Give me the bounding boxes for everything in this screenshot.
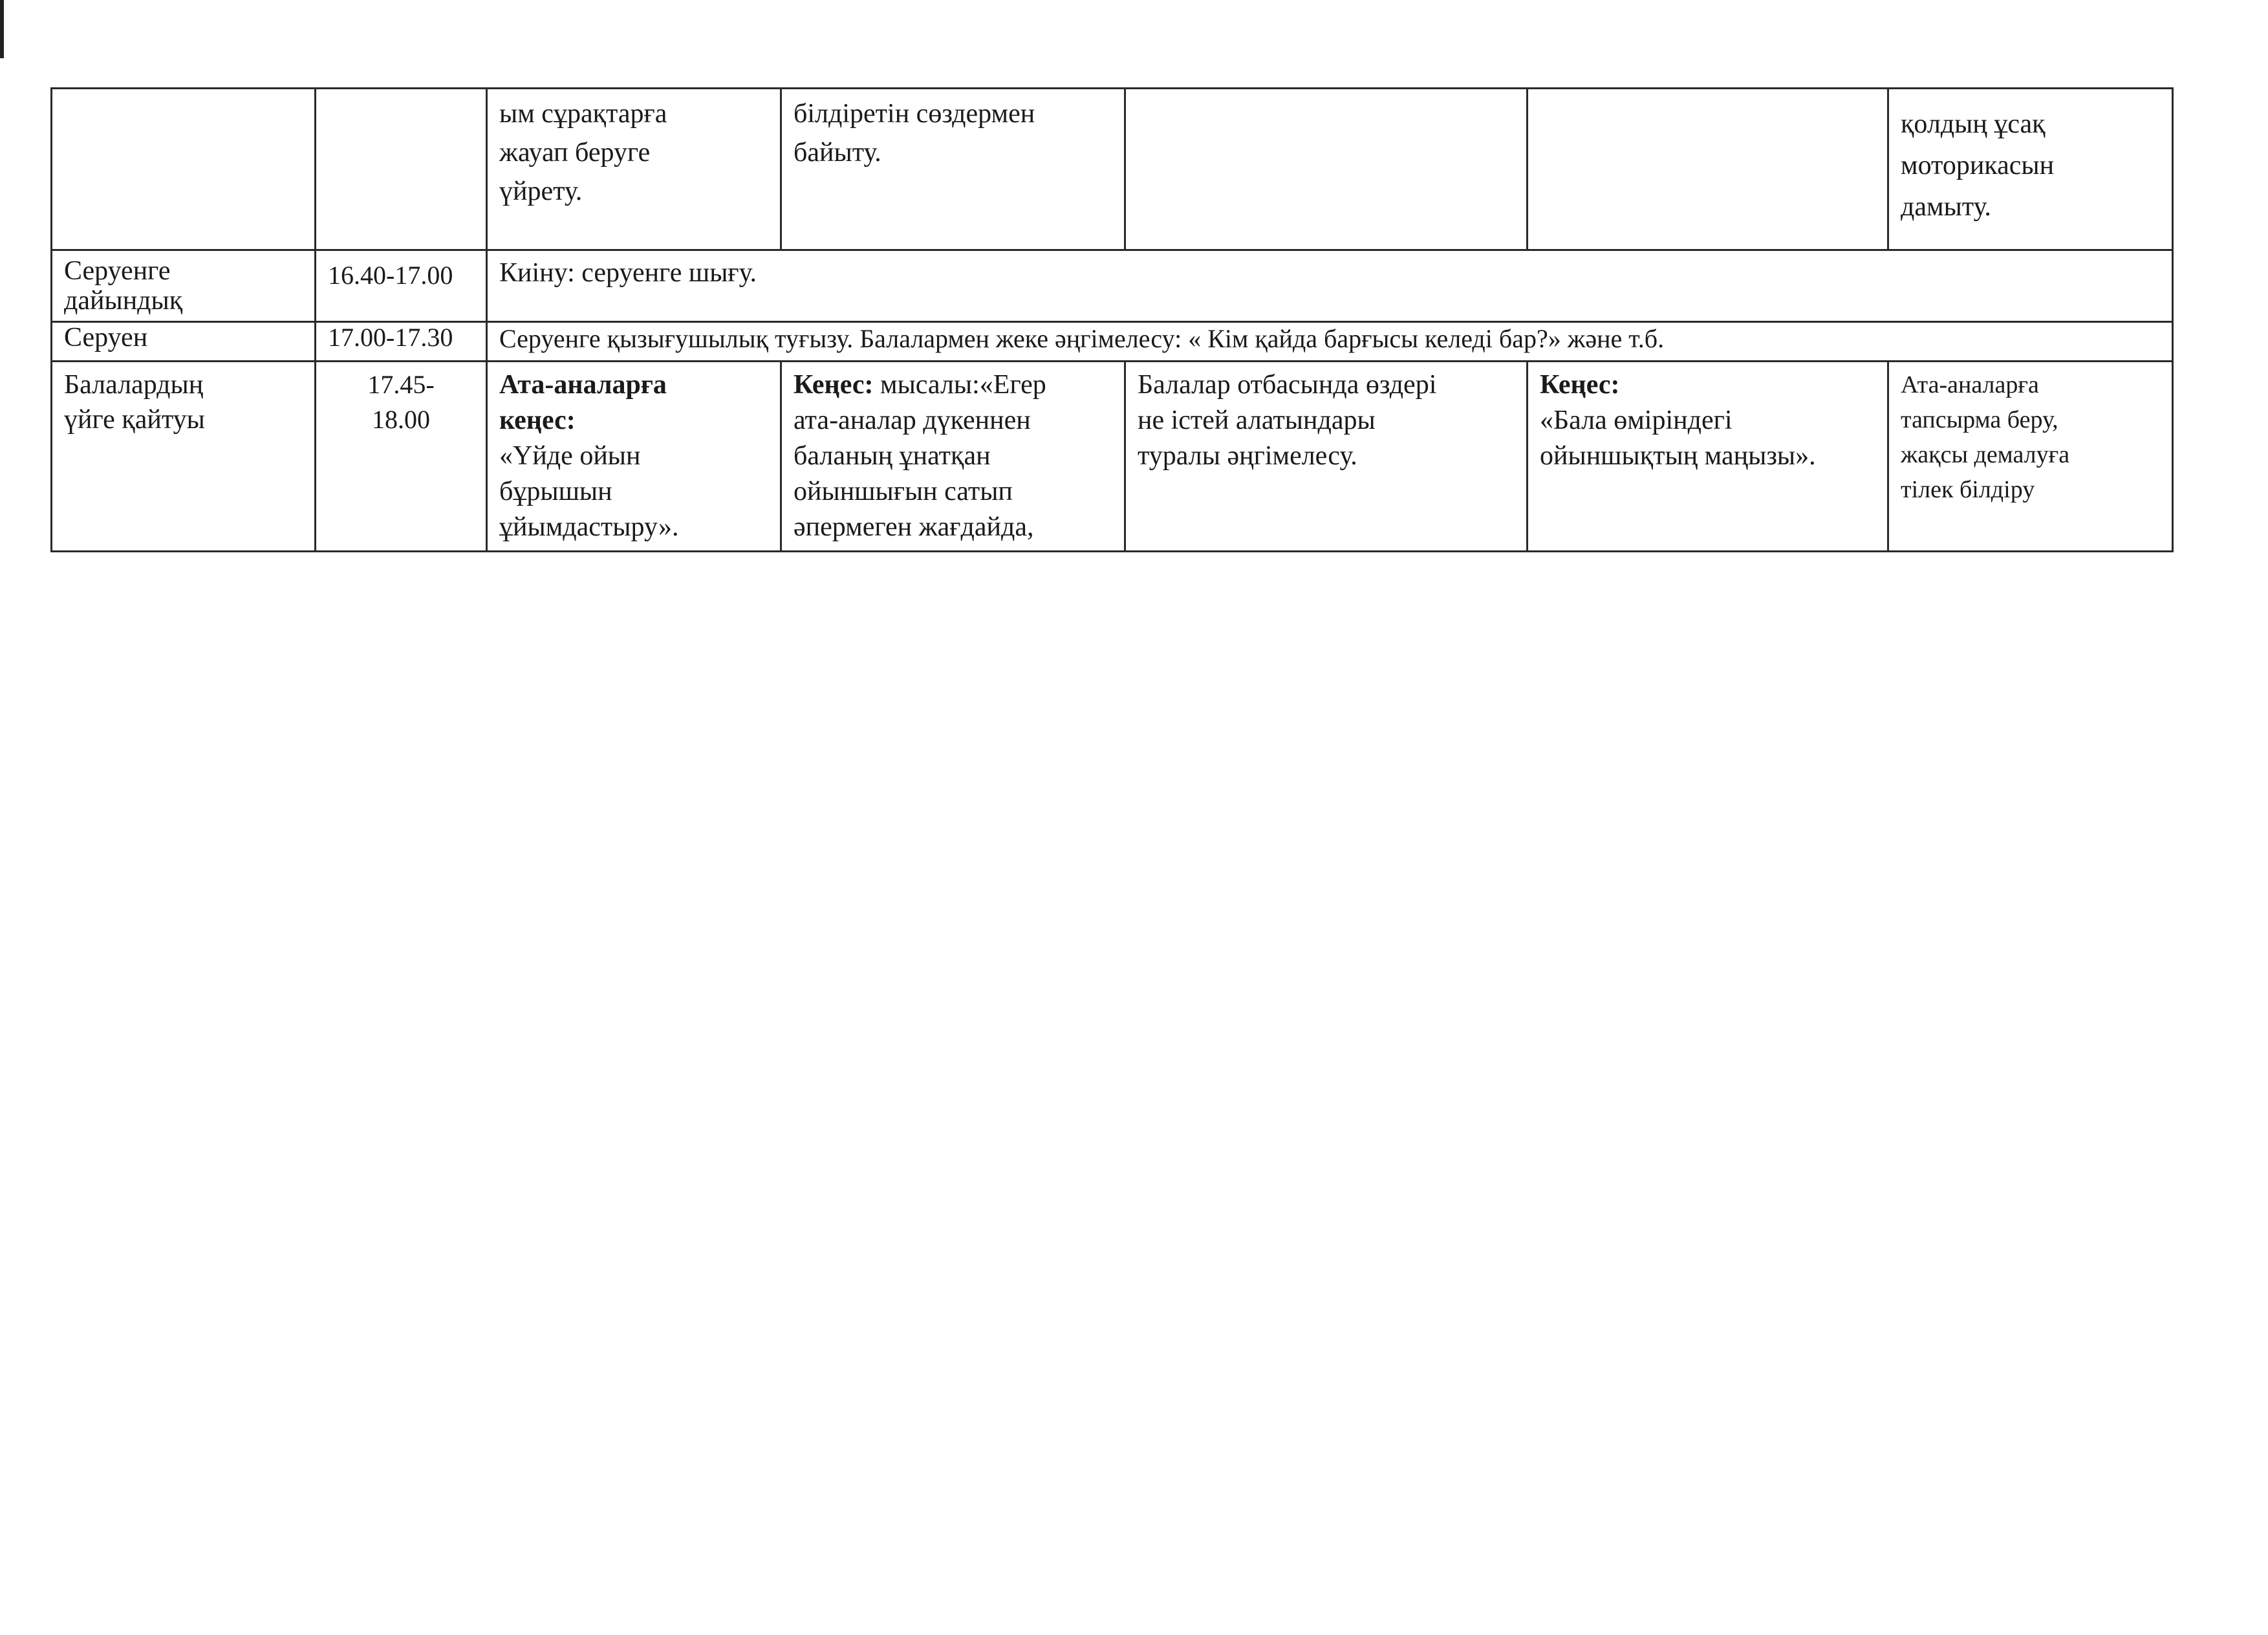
table-row (52, 89, 2173, 250)
row1-col3-cell: ым сұрақтарға жауап беруге үйрету. (487, 89, 781, 250)
toy-advice-title: Кеңес: (1540, 370, 1620, 400)
table-row (52, 322, 2173, 362)
parent-advice-cell (487, 362, 781, 552)
walk-prep-activity-cell: Серуенге дайындық (52, 250, 316, 322)
row1-col7-cell: қолдың ұсақ моторикасын дамыту. (1888, 89, 2173, 250)
parent-advice-text: «Үйде ойын бұрышын ұйымдастыру». (499, 441, 679, 542)
table-row (52, 250, 2173, 322)
walk-activity-cell: Серуен (52, 322, 316, 362)
advice-example-text: мысалы:«Егер ата-аналар дүкеннен баланың ұнатқан ойыншығын сатып әпермеген жағдайда, (794, 370, 1046, 542)
parent-task-cell: Ата-аналарға тапсырма беру, жақсы демалуға тілек білдіру (1888, 362, 2173, 552)
family-talk-cell: Балалар отбасында өздері не істей алатындары туралы әңгімелесу. (1125, 362, 1528, 552)
daily-schedule-table (50, 87, 2174, 552)
walk-prep-time-cell: 16.40-17.00 (316, 250, 487, 322)
row1-col4-cell: білдіретін сөздермен байыту. (781, 89, 1125, 250)
walk-prep-description-cell: Киіну: серуенге шығу. (487, 250, 2173, 322)
advice-example-cell (781, 362, 1125, 552)
going-home-time-cell: 17.45- 18.00 (316, 362, 487, 552)
row1-activity-cell (52, 89, 316, 250)
row1-col5-cell (1125, 89, 1528, 250)
row1-time-cell (316, 89, 487, 250)
going-home-activity-cell: Балалардың үйге қайтуы (52, 362, 316, 552)
advice-example-title: Кеңес: (794, 370, 874, 400)
parent-advice-title: Ата-аналарға кеңес: (499, 370, 667, 435)
toy-advice-cell (1528, 362, 1888, 552)
scan-edge-mark (0, 0, 4, 58)
row1-col6-cell (1528, 89, 1888, 250)
walk-time-cell: 17.00-17.30 (316, 322, 487, 362)
toy-advice-text: «Бала өміріндегі ойыншықтың маңызы». (1540, 406, 1816, 471)
table-row (52, 362, 2173, 552)
walk-description-cell: Серуенге қызығушылық туғызу. Балалармен жеке әңгімелесу: « Кім қайда барғысы келеді бар?» және т.б. (487, 322, 2173, 362)
